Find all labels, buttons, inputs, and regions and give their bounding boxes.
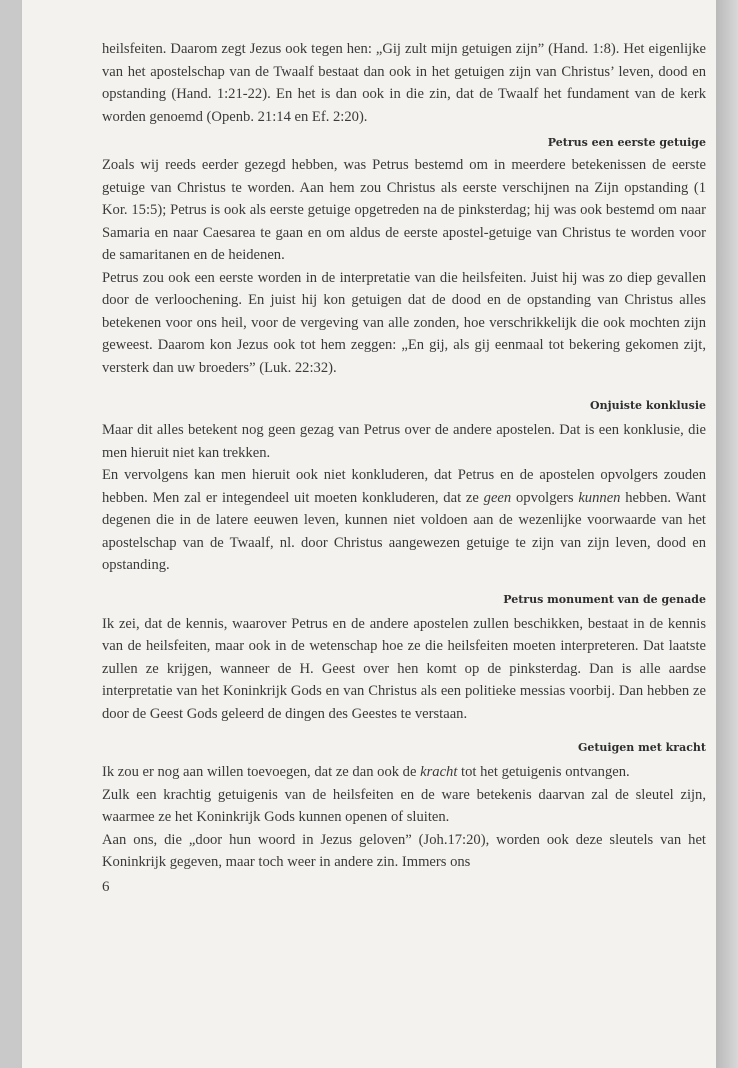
paragraph-eerste-getuige: Zoals wij reeds eerder gezegd hebben, was Petrus bestemd om in meerdere betekenissen de eerste getuige van Christus te worden. Aan hem zou Christus als eerste verschijnen na Zijn opstanding (1 Kor. 15:5); Petrus is ook als eerste getuige opgetreden na de pinksterdag; hij was ook bestemd om naar Samaria en naar Caesarea te gaan en om aldus de eerste apostel-getuige van Christus te worden voor de samaritanen en de heidenen. (102, 157, 706, 263)
paragraph-kennis: Ik zei, dat de kennis, waarover Petrus en de andere apostelen zullen beschikken, bestaat in de kennis van de heilsfeiten, maar ook in de wetenschap hoe ze die heilsfeiten moeten interpreteren. Dat laatste zullen ze krijgen, wanneer de H. Geest over hen komt op de pinksterdag. Dan is alle aardse interpretatie van het Koninkrijk Gods en van Christus als een politieke messias voorbij. Dan hebben ze door de Geest Gods geleerd de dingen des Geestes te verstaan. (102, 615, 706, 722)
page-content (102, 38, 706, 898)
emphasis-kracht: kracht (420, 764, 458, 780)
text-span: En vervolgens kan men hieruit ook niet konkluderen, dat Petrus en de apostelen opvolgers zouden hebben. Men zal er integendeel uit moeten konkluderen, dat ze (102, 467, 706, 506)
paragraph-interpretatie: Petrus zou ook een eerste worden in de interpretatie van die heilsfeiten. Juist hij was zo diep gevallen door de verloochening. En juist hij kon getuigen dat de dood en de opstanding van Christus alles betekenen voor ons heil, voor de vergeving van alle zonden, hoe verschrikkelijk die ook mochten zijn geweest. Daarom kon Jezus ook tot hem zeggen: „En gij, als gij eenmaal tot bekering gekomen zijt, versterk dan uw broeders” (Luk. 22:32). (102, 269, 706, 376)
page-edge-shadow (716, 0, 738, 1068)
emphasis-geen: geen (483, 489, 512, 506)
section-heading-getuigen-kracht: Getuigen met kracht (577, 741, 706, 754)
paragraph-opvolgers (102, 464, 706, 577)
section-heading-eerste-getuige: Petrus een eerste getuige (547, 136, 706, 149)
book-page (22, 0, 716, 1068)
text-span: tot het getuigenis ontvangen. (457, 764, 630, 780)
emphasis-kunnen: kunnen (578, 489, 621, 506)
page-number: 6 (102, 878, 110, 895)
text-span: hebben. Want degenen die in de latere eeuwen leven, kunnen niet voldoen aan de wezenlijke voorwaarde van het apostelschap van de Twaalf, nl. door Christus aangewezen getuige te zijn van zijn leven, dood en opstanding. (102, 489, 706, 573)
paragraph-intro: heilsfeiten. Daarom zegt Jezus ook tegen hen: „Gij zult mijn getuigen zijn” (Hand. 1:8). Het eigenlijke van het apostelschap van de Twaalf bestaat dan ook in het getuigen zijn van Christus’ leven, dood en opstanding (Hand. 1:21-22). En het is dan ook in die zin, dat de Twaalf het fundament van de kerk worden genoemd (Openb. 21:14 en Ef. 2:20). (102, 41, 706, 125)
text-span: opvolgers (511, 489, 579, 506)
paragraph-geen-gezag: Maar dit alles betekent nog geen gezag van Petrus over de andere apostelen. Dat is een konklusie, die men hieruit niet kan trekken. (102, 422, 706, 461)
paragraph-sleutel: Zulk een krachtig getuigenis van de heilsfeiten en de ware betekenis daarvan zal de sleutel zijn, waarmee ze het Koninkrijk Gods kunnen openen of sluiten. (102, 786, 706, 825)
paragraph-sleutels-koninkrijk: Aan ons, die „door hun woord in Jezus geloven” (Joh.17:20), worden ook deze sleutels van het Koninkrijk gegeven, maar toch weer in andere zin. Immers ons (102, 831, 706, 870)
section-heading-monument-genade: Petrus monument van de genade (503, 592, 706, 606)
text-span: Ik zou er nog aan willen toevoegen, dat ze dan ook de (102, 764, 421, 780)
section-heading-onjuiste-konklusie: Onjuiste konklusie (590, 399, 706, 412)
paragraph-kracht (102, 761, 706, 784)
